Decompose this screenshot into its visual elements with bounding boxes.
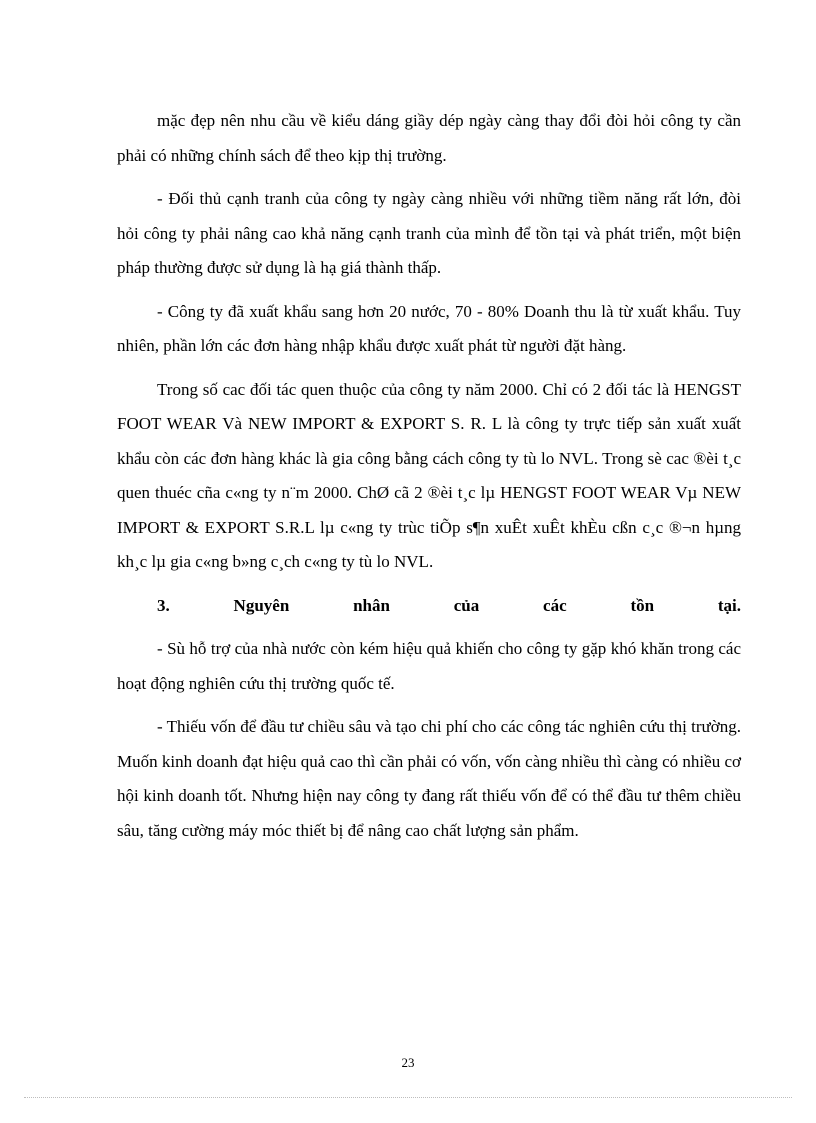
heading-word: của (453, 595, 480, 615)
page-number: 23 (401, 1055, 415, 1070)
heading-word: các (543, 595, 567, 615)
paragraph-continuation: mặc đẹp nên nhu cầu về kiểu dáng giầy dép ngày càng thay đổi đòi hỏi công ty cần phải có những chính sách để theo kịp thị trường. (117, 111, 741, 165)
paragraph-partners: Trong số cac đối tác quen thuộc của công ty năm 2000. Chỉ có 2 đối tác là HENGST FOOT WEAR Và NEW IMPORT & EXPORT S. R. L là công ty trực tiếp sản xuất xuất khẩu còn các đơn hàng khác là gia công bằng cách công ty tù lo NVL. Trong sè cac ®èi t¸c quen thuéc cña c«ng ty n¨m 2000. ChØ cã 2 ®èi t¸c lµ HENGST FOOT WEAR Vµ NEW IMPORT & EXPORT S.R.L lµ c«ng ty trùc tiÕp s¶n xuÊt xuÊt khÈu cßn c¸c ®¬n hµng kh¸c lµ gia c«ng b»ng c¸ch c«ng ty tù lo NVL. (117, 379, 741, 571)
heading-word: tại. (717, 595, 741, 615)
document-body (117, 104, 741, 857)
heading-word: tồn (630, 595, 655, 615)
paragraph-export: - Công ty đã xuất khẩu sang hơn 20 nước, 70 - 80% Doanh thu là từ xuất khẩu. Tuy nhiên, phần lớn các đơn hàng nhập khẩu được xuất phát từ người đặt hàng. (117, 301, 741, 355)
paragraph-state-support: - Sù hỗ trợ của nhà nước còn kém hiệu quả khiến cho công ty gặp khó khăn trong các hoạt động nghiên cứu thị trường quốc tế. (117, 639, 741, 693)
section-heading (117, 589, 741, 624)
heading-number: 3. (157, 595, 170, 615)
heading-word: Nguyên (233, 595, 290, 615)
paragraph-capital: - Thiếu vốn để đầu tư chiều sâu và tạo chi phí cho các công tác nghiên cứu thị trường. Muốn kinh doanh đạt hiệu quả cao thì cần phải có vốn, vốn càng nhiều thì càng có nhiều cơ hội kinh doanh tốt. Nhưng hiện nay công ty đang rất thiếu vốn để có thể đầu tư thêm chiều sâu, tăng cường máy móc thiết bị để nâng cao chất lượng sản phẩm. (117, 717, 741, 840)
heading-word: nhân (353, 595, 390, 615)
paragraph-competitors: - Đối thủ cạnh tranh của công ty ngày càng nhiều với những tiềm năng rất lớn, đòi hỏi công ty phải nâng cao khả năng cạnh tranh của mình để tồn tại và phát triển, một biện pháp thường được sử dụng là hạ giá thành thấp. (117, 189, 741, 277)
page-bottom-divider (24, 1097, 792, 1098)
